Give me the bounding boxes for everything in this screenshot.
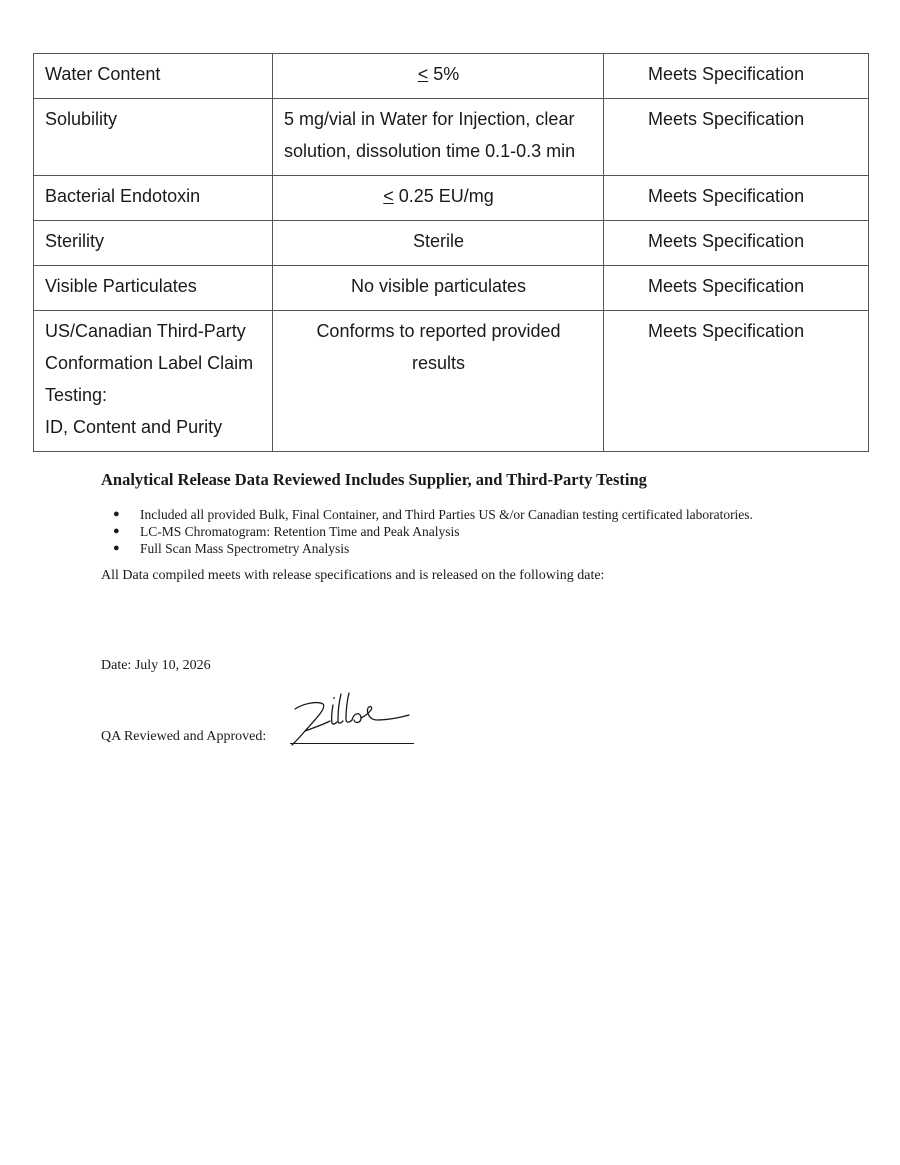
result-cell: Meets Specification (604, 266, 869, 311)
specification-value: 5% (428, 64, 460, 84)
test-name-line: Testing: (45, 385, 108, 405)
signature (289, 690, 419, 746)
test-name-line: US/Canadian Third-Party (45, 321, 246, 341)
table-row (34, 266, 869, 311)
test-name-line: ID, Content and Purity (45, 417, 223, 437)
list-item (101, 506, 801, 523)
specification-cell (273, 176, 604, 221)
less-or-equal-symbol: < (383, 186, 394, 206)
list-item-text: Included all provided Bulk, Final Container, and Third Parties US &/or Canadian testing certificated laboratories. (140, 507, 753, 522)
test-name: Solubility (34, 99, 273, 176)
result-cell: Meets Specification (604, 54, 869, 99)
test-name: Bacterial Endotoxin (34, 176, 273, 221)
specification-cell: Sterile (273, 221, 604, 266)
table-row (34, 311, 869, 452)
specification-cell (273, 54, 604, 99)
release-list (101, 506, 801, 557)
specification-line: Conforms to reported provided (316, 321, 561, 341)
bullet-icon: ● (113, 508, 120, 520)
list-item-text: LC-MS Chromatogram: Retention Time and Peak Analysis (140, 524, 460, 539)
list-item-text: Full Scan Mass Spectrometry Analysis (140, 541, 350, 556)
specification-cell (273, 311, 604, 452)
specification-cell: 5 mg/vial in Water for Injection, clear solution, dissolution time 0.1-0.3 min (273, 99, 604, 176)
table-row (34, 176, 869, 221)
result-cell: Meets Specification (604, 176, 869, 221)
test-name: Sterility (34, 221, 273, 266)
test-name (34, 311, 273, 452)
less-or-equal-symbol: < (417, 64, 429, 84)
test-name: Water Content (34, 54, 273, 99)
specification-table (33, 53, 869, 452)
approval-label: QA Reviewed and Approved: (101, 729, 267, 744)
result-cell: Meets Specification (604, 221, 869, 266)
release-section (101, 466, 801, 586)
release-date: Date: July 10, 2026 (101, 658, 211, 673)
bullet-icon: ● (113, 542, 120, 554)
release-statement: All Data compiled meets with release specifications and is released on the following date: (101, 568, 605, 583)
list-item (101, 540, 801, 557)
approval-block (101, 690, 441, 750)
specification-cell: No visible particulates (273, 266, 604, 311)
list-item (101, 523, 801, 540)
specification-line: results (411, 353, 465, 373)
bullet-icon: ● (113, 525, 120, 537)
specification-value: 0.25 EU/mg (393, 186, 494, 206)
signature-line (290, 743, 414, 744)
release-heading: Analytical Release Data Reviewed Includes Supplier, and Third-Party Testing (101, 470, 647, 489)
result-cell: Meets Specification (604, 99, 869, 176)
test-name: Visible Particulates (34, 266, 273, 311)
table-row (34, 221, 869, 266)
table-row (34, 54, 869, 99)
result-cell: Meets Specification (604, 311, 869, 452)
table-row (34, 99, 869, 176)
test-name-line: Conformation Label Claim (45, 353, 254, 373)
